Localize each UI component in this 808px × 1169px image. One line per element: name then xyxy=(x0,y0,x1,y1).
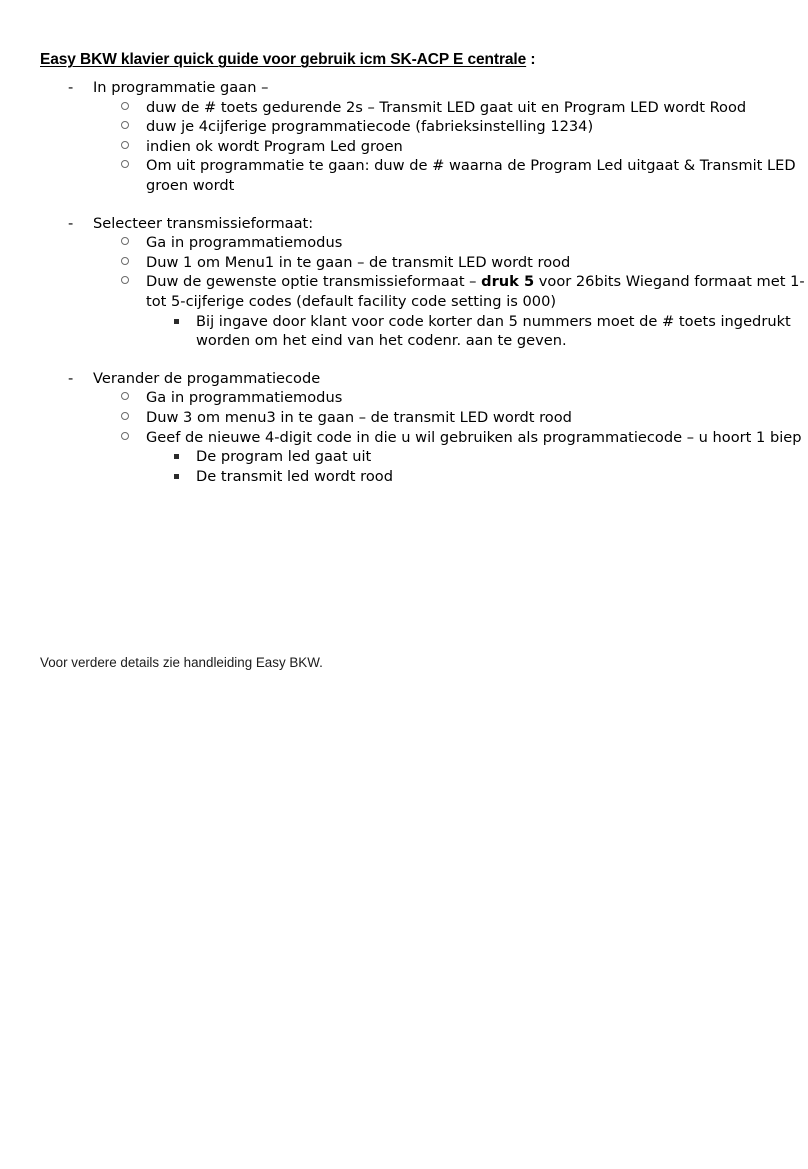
list-item-label xyxy=(146,272,808,311)
section-heading-label: Selecteer transmissieformaat: xyxy=(93,214,314,232)
circle-marker-icon xyxy=(121,253,129,273)
section-heading xyxy=(0,214,793,234)
list-item xyxy=(0,428,808,448)
circle-marker-icon xyxy=(121,233,129,253)
list-item xyxy=(0,98,808,118)
footer-note: Voor verdere details zie handleiding Easy BKW. xyxy=(40,655,323,671)
dash-marker-icon: - xyxy=(68,214,74,232)
section-block xyxy=(0,369,808,487)
list-item-label: duw je 4cijferige programmatiecode (fabrieksinstelling 1234) xyxy=(146,118,594,136)
list-item xyxy=(0,156,808,195)
square-marker-icon xyxy=(174,447,179,467)
section-block xyxy=(0,214,808,351)
page-title xyxy=(40,50,535,70)
circle-marker-icon xyxy=(121,388,129,408)
circle-marker-icon xyxy=(121,272,129,292)
list-item-label: indien ok wordt Program Led groen xyxy=(146,137,403,155)
circle-marker-icon xyxy=(121,98,129,118)
circle-marker-icon xyxy=(121,137,129,157)
list-item-label: Ga in programmatiemodus xyxy=(146,234,343,252)
list-item xyxy=(0,253,808,273)
list-item xyxy=(0,233,808,253)
section-heading xyxy=(0,78,793,98)
list-item-label: Om uit programmatie te gaan: duw de # waarna de Program Led uitgaat & Transmit LED groen wordt xyxy=(146,157,796,194)
list-item xyxy=(0,408,808,428)
list-item xyxy=(0,388,808,408)
section-heading xyxy=(0,369,793,389)
list-item-label: Duw 3 om menu3 in te gaan – de transmit LED wordt rood xyxy=(146,408,572,426)
list-item-text-after: voor 26bits Wiegand formaat met 1- tot 5-cijferige codes (default facility code setting is 000) xyxy=(146,273,805,310)
list-item-label: Duw 1 om Menu1 in te gaan – de transmit LED wordt rood xyxy=(146,253,571,271)
list-item-label: Ga in programmatiemodus xyxy=(146,389,343,407)
sub-list-item-label: Bij ingave door klant voor code korter dan 5 nummers moet de # toets ingedrukt worden om het eind van het codenr. aan te geven. xyxy=(196,312,791,350)
section-block xyxy=(0,78,808,196)
list-item-emphasis: druk 5 xyxy=(481,273,535,291)
list-item-label: Geef de nieuwe 4-digit code in die u wil gebruiken als programmatiecode – u hoort 1 biep xyxy=(146,428,802,446)
list-item-text-before: Duw de gewenste optie transmissieformaat – xyxy=(146,273,482,291)
page-title-colon: : xyxy=(526,51,536,69)
square-marker-icon xyxy=(174,467,179,487)
circle-marker-icon xyxy=(121,117,129,137)
sub-list-item xyxy=(0,447,808,467)
circle-marker-icon xyxy=(121,428,129,448)
sub-list-item-label: De transmit led wordt rood xyxy=(196,467,393,485)
sub-list-item xyxy=(0,467,808,487)
sub-list-item-label: De program led gaat uit xyxy=(196,448,372,466)
list-item xyxy=(0,137,808,157)
sub-list-item xyxy=(0,312,808,351)
list-item xyxy=(0,272,808,311)
circle-marker-icon xyxy=(121,408,129,428)
circle-marker-icon xyxy=(121,156,129,176)
dash-marker-icon: - xyxy=(68,79,74,96)
list-item-label: duw de # toets gedurende 2s – Transmit LED gaat uit en Program LED wordt Rood xyxy=(146,98,747,116)
dash-marker-icon: - xyxy=(68,369,74,387)
section-heading-label: In programmatie gaan – xyxy=(93,79,269,96)
section-heading-label: Verander de progammatiecode xyxy=(93,369,321,387)
square-marker-icon xyxy=(174,312,179,332)
list-item xyxy=(0,117,808,137)
outline-list xyxy=(0,78,808,486)
page-title-text: Easy BKW klavier quick guide voor gebruik icm SK-ACP E centrale xyxy=(40,51,527,69)
